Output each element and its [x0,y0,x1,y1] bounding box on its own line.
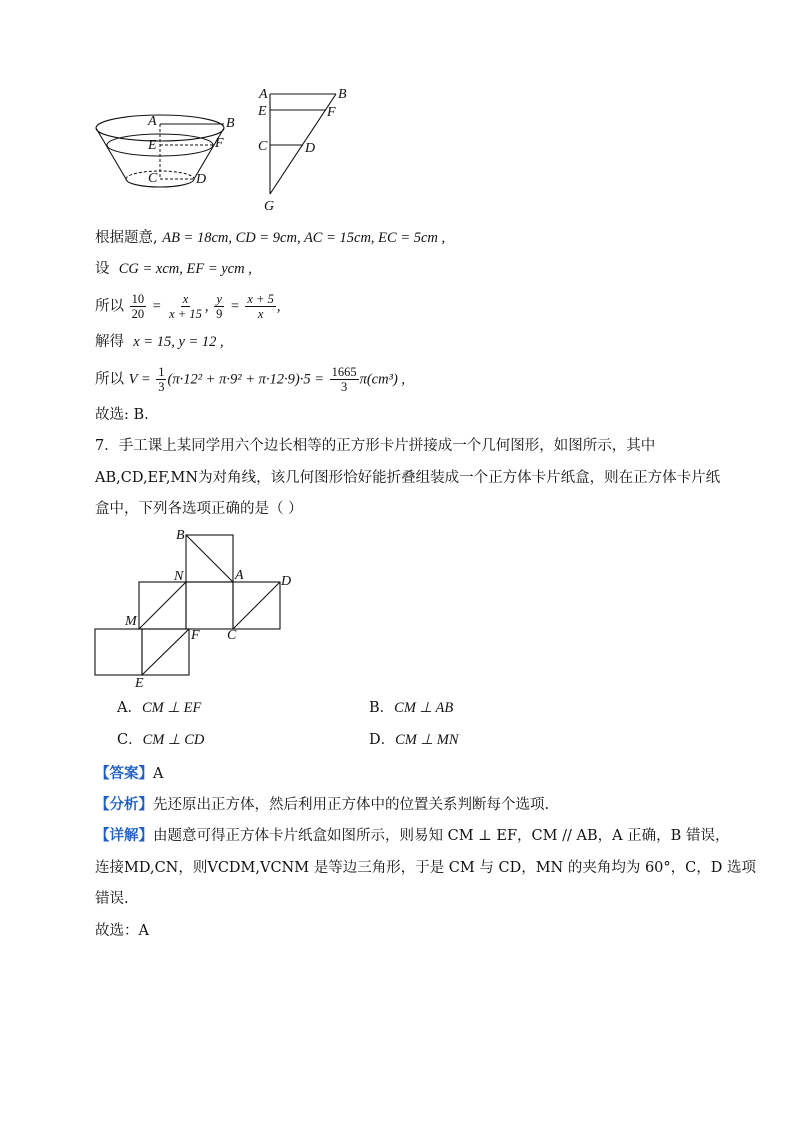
given-line [95,228,445,248]
net-label-m: M [125,614,137,629]
analysis-line [95,795,549,815]
option-c[interactable]: C．CM ⊥ CD [117,732,205,748]
volume-middle: (π·12² + π·9² + π·12·9)·5 = [167,371,324,388]
detail-line3: 错误. [95,891,129,907]
question-7-line1: 7．手工课上某同学用六个边长相等的正方形卡片拼接成一个几何图形，如图所示，其中 [95,438,656,454]
fraction-y-nine: $\frac{y}{9}$ [216,292,223,321]
solve-line [95,332,224,352]
let-equation: CG = xcm, EF = ycm , [118,261,252,277]
solve-equation: x = 15, y = 12 , [133,334,224,350]
cross-section-figure [255,84,355,216]
net-label-e: E [135,676,144,690]
section-label-e: E [258,104,267,119]
section-label-g: G [264,199,275,214]
section-label-d: D [305,141,316,156]
frustum-label-b: B [226,116,235,131]
frustum-label-e: E [148,138,157,153]
let-prefix: 设 [95,261,110,277]
question-7-line3: 盒中，下列各选项正确的是（ ） [95,501,303,517]
let-line [95,259,252,279]
ratio-prefix: 所以 [95,298,124,315]
answer-tag: 【答案】 [95,766,153,782]
detail-tag: 【详解】 [95,828,153,844]
section-label-a: A [259,87,268,102]
ratio-line: 所以 $\frac{10}{20}$ = $\frac{x}{x + 15}$ , $\frac{y}{9}$ = $\frac{x + 5}{x}$ , [95,292,281,321]
fraction-one-third: $\frac{1}{3}$ [158,365,165,394]
volume-lhs: V = [128,371,151,388]
option-b[interactable]: B．CM ⊥ AB [369,700,454,716]
volume-tail: π(cm³) , [359,371,406,388]
answer-value: A [153,766,164,782]
net-label-f: F [191,628,200,643]
section-label-b: B [338,87,347,102]
detail-line2: 连接MD,CN，则VCDM,VCNM 是等边三角形，于是 CM 与 CD，MN 的夹角均为 60°，C，D 选项 [95,860,756,876]
volume-line [95,365,405,394]
net-label-n: N [174,569,184,584]
solve-prefix: 解得 [95,334,124,350]
choice-b-line: 故选: B. [95,407,149,423]
answer-line [95,764,163,784]
fraction-x-x15: $\frac{x}{x + 15}$ [169,292,202,321]
cube-net-figure [88,525,298,690]
detail-line1 [95,826,729,846]
frustum-label-c: C [148,171,158,186]
frustum-label-f: F [215,136,224,151]
option-d[interactable]: D．CM ⊥ MN [369,732,459,748]
analysis-text: 先还原出正方体，然后利用正方体中的位置关系判断每个选项. [153,797,550,813]
net-label-a: A [235,568,244,583]
net-label-d: D [281,574,292,589]
section-label-c: C [258,139,268,154]
given-prefix: 根据题意, [95,230,158,246]
fraction-ten-twenty: $\frac{10}{20}$ [131,292,145,321]
fraction-x5-x: $\frac{x + 5}{x}$ [247,292,274,321]
option-a[interactable]: A．CM ⊥ EF [117,700,202,716]
fraction-result: $\frac{1665}{3}$ [331,365,357,394]
final-answer-line: 故选：A [95,923,149,939]
question-7-line2: AB,CD,EF,MN为对角线，该几何图形恰好能折叠组装成一个正方体卡片纸盒，则在正方体卡片纸 [95,470,721,486]
detail-text-1: 由题意可得正方体卡片纸盒如图所示，则易知 CM ⊥ EF，CM // AB，A 正确，B 错误， [153,828,730,844]
frustum-label-a: A [148,114,157,129]
volume-prefix: 所以 [95,371,124,388]
net-label-b: B [176,528,185,543]
frustum-label-d: D [196,172,207,187]
net-label-c: C [227,628,237,643]
section-label-f: F [327,105,336,120]
given-equation: AB = 18cm, CD = 9cm, AC = 15cm, EC = 5cm , [162,230,446,246]
frustum-figure [88,100,248,195]
analysis-tag: 【分析】 [95,797,153,813]
